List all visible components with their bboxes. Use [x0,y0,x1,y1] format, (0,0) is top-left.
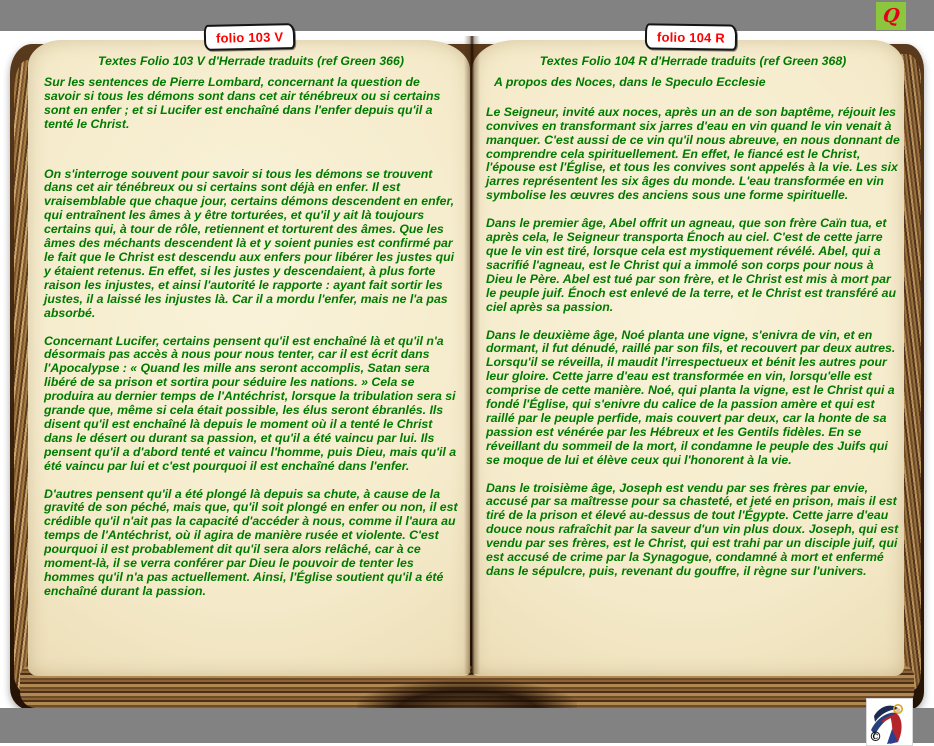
folio-label: folio 104 R [656,29,726,46]
paragraph: Sur les sentences de Pierre Lombard, concernant la question de savoir si tous les démons sont dans cet air ténébreux ou si certains sont en enfer ; et si Lucifer est enchaîné dans l'enfer depuis qu'il a tenté le Christ. [44,74,441,131]
right-page-subtitle: A propos des Noces, dans le Speculo Ecclesie [494,74,766,89]
book-gutter [464,36,480,674]
paragraph: On s'interroge souvent pour savoir si tous les démons se trouvent dans cet air ténébreux ou si certains sont déjà en enfer. Il est vraisemblable que chaque jour, certains démons descendent en enfer, qui entraînent les âmes à y être torturées, et qu'il y ait là toujours certains qui, à tour de rôle, retiennent et torturent des âmes. Que les âmes des méchants descendent là et y soient punies est confirmé par le fait que le Christ est descendu aux enfers pour libérer les justes qui y étaient retenus. En effet, si les justes y descendaient, à plus forte raison les injustes, et ainsi l'autorité le rapporte : ayant fait sortir les justes, il a laissé les injustes là. Car il a mordu l'enfer, mais ne l'a pas absorbé. [44,166,455,320]
right-page-title: Textes Folio 104 R d'Herrade traduits (ref Green 368) [539,54,847,68]
right-page-text [486,55,900,593]
folio-banner-104r [645,23,737,50]
paragraph: Dans le premier âge, Abel offrit un agneau, que son frère Caïn tua, et après cela, le Seigneur transporta Énoch au ciel. C'est de cette jarre que le vin est tiré, lorsque cela est mystiquement révélé. Abel, qui a sacrifié l'agneau, est le Christ qui a immolé son corps pour nous à Dieu le Père. Abel est tué par son frère, et le Christ est mis à mort par le peuple juif. Énoch est enlevé de la terre, et le Christ est transféré au ciel après sa passion. [486,216,897,314]
left-page-title: Textes Folio 103 V d'Herrade traduits (ref Green 366) [98,54,404,68]
copyright-mark: © [869,730,882,745]
top-bar [0,0,934,31]
bottom-bar [0,708,934,743]
angel-illumination-link[interactable] [866,698,913,746]
left-page-text [44,55,458,613]
folio-banner-103v [204,23,296,51]
paragraph: Dans le deuxième âge, Noé planta une vigne, s'enivra de vin, et en dormant, il fut dénudé, raillé par son fils, et recouvert par deux autres. Lorsqu'il se réveilla, il maudit l'irrespectueux et bénit les autres pour leur gloire. Cette jarre d'eau est transformée en vin, lorsqu'elle est comprise de cette manière. Noé, qui planta la vigne, est le Christ qui a fondé l'Église, qui s'enivre du calice de la passion amère et qui est raillé par le peuple perfide, mais couvert par deux, car la honte de sa passion est vénérée par les Hébreux et les Gentils fidèles. En se réveillant du sommeil de la mort, il condamne le peuple des Juifs qui se moque de lui et élève ceux qui l'honorent à la vie. [486,327,896,467]
paragraph: Dans le troisième âge, Joseph est vendu par ses frères par envie, accusé par sa maîtresse pour sa chasteté, et jeté en prison, mais il est tiré de la prison et élevé au-dessus de tout l'Égypte. Cette jarre d'eau douce nous rafraîchit par la saveur d'un vin plus doux. Joseph, qui est vendu par ses frères, est le Christ, qui est trahi par un disciple juif, qui est accusé de crime par la Synagogue, condamné à mort et enfermé dans le sépulcre, puis, revenant du gouffre, il règne sur l'univers. [486,480,899,578]
folio-label: folio 103 V [215,29,284,46]
paragraph: Concernant Lucifer, certains pensent qu'il est enchaîné là et qu'il n'a désormais pas accès à nous pour nous tenter, car il est écrit dans l'Apocalypse : « Quand les mille ans seront accomplis, Satan sera libéré de sa prison et sortira pour séduire les nations. » Cela se produira au dernier temps de l'Antéchrist, lorsque la tribulation sera si grande que, même si cela était possible, les élus seront ébranlés. Ils disent qu'il est enchaîné là depuis le moment où il a tenté le Christ dans le désert ou durant sa passion, et qu'il a été vaincu par lui. Ils pensent qu'il a d'abord tenté et vaincu l'homme, puis Dieu, mais qu'il a été vaincu par lui et c'est pourquoi il est enchaîné dans l'enfer. [44,333,457,473]
site-logo-button[interactable] [876,2,906,30]
book-spine-shadow [357,680,576,710]
q-logo-icon: Q [881,4,901,27]
paragraph: D'autres pensent qu'il a été plongé là depuis sa chute, à cause de la gravité de son péché, mais que, qu'il soit plongé en enfer ou non, il est crédible qu'il n'ait pas la capacité d'accéder à nous, comme il l'aura au temps de l'Antéchrist, où il agira de manière rusée et violente. C'est pourquoi il est probablement dit qu'il sera alors relâché, car à ce moment-là, il se verra conférer par Dieu le pouvoir de tenter les hommes qu'il n'a pas actuellement. Ainsi, l'Église soutient qu'il a été enchaîné durant la passion. [44,486,458,598]
paragraph: Le Seigneur, invité aux noces, après un an de son baptême, réjouit les convives en transformant six jarres d'eau en vin quand le vin venait à manquer. C'est aussi de ce vin qu'il nous abreuve, en nous donnant de comprendre cela spirituellement. En effet, le fiancé est le Christ, l'épouse est l'Église, et tous les convives sont appelés à la vie. Les six jarres représentent les six âges du monde. L'eau transformée en vin symbolise les œuvres des anciens sous une forme spirituelle. [486,104,900,203]
